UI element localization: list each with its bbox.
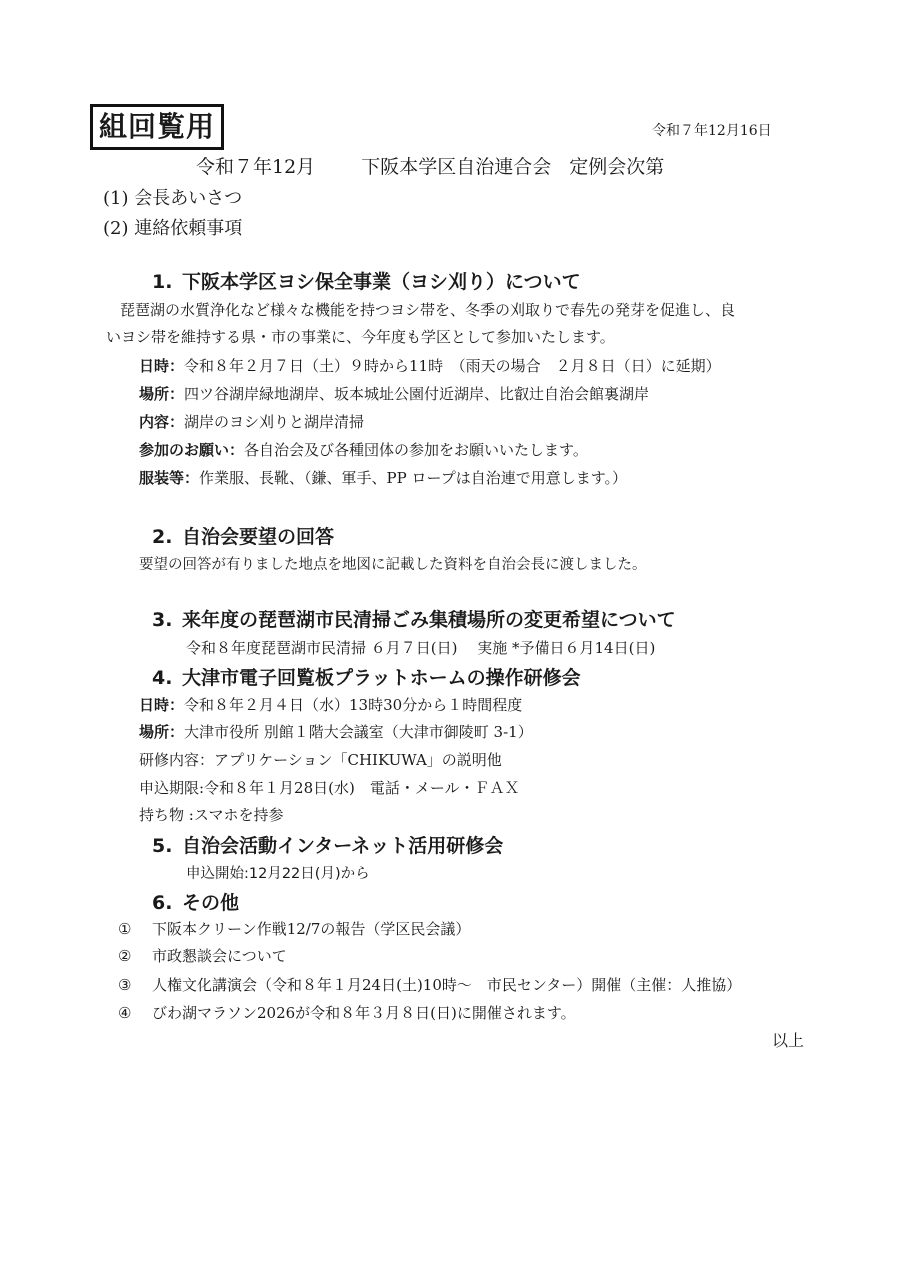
section-2-title: 自治会要望の回答: [182, 526, 335, 548]
closing-mark: 以上: [772, 1031, 805, 1050]
section-4-content: 研修内容：アプリケーション「CHIKUWA」の説明他: [139, 751, 502, 769]
other-item-1-text: 下阪本クリーン作戦12/7の報告（学区民会議）: [152, 920, 471, 938]
content-label: 内容：: [139, 413, 185, 431]
request-label: 参加のお願い：: [139, 441, 245, 459]
section-4-deadline: 申込期限:令和８年１月28日(水) 電話・メール・ＦＡＸ: [139, 779, 520, 797]
place-value: 四ツ谷湖岸緑地湖岸、坂本城址公園付近湖岸、比叡辻自治会館裏湖岸: [184, 385, 650, 403]
section-6-heading: [152, 888, 239, 915]
section-4-date: [139, 694, 522, 715]
section-5-heading: [152, 831, 503, 858]
section-4-heading: [152, 663, 581, 690]
attire-value: 作業服、長靴、（鎌、軍手、PP ロープは自治連で用意します。）: [199, 469, 628, 487]
date-label: 日時：: [139, 696, 185, 714]
section-1-request: [139, 439, 588, 460]
section-1-intro-line1: 琵琶湖の水質浄化など様々な機能を持つヨシ帯を、冬季の刈取りで春先の発芽を促進し、良: [120, 301, 736, 319]
other-item-3: [118, 974, 741, 995]
section-6-number: 6.: [152, 892, 173, 914]
circled-number-3: ③: [118, 976, 132, 994]
section-6-title: その他: [182, 892, 240, 914]
other-item-2-text: 市政懇談会について: [152, 947, 287, 965]
section-1-intro-line2: いヨシ帯を維持する県・市の事業に、今年度も学区として参加いたします。: [106, 328, 615, 346]
section-5-number: 5.: [152, 835, 173, 857]
place-label: 場所：: [139, 385, 185, 403]
section-5-body: 申込開始:12月22日(月)から: [186, 866, 370, 882]
other-item-4-text: びわ湖マラソン2026が令和８年３月８日(日)に開催されます。: [152, 1004, 576, 1022]
date-label: 日時：: [139, 357, 185, 375]
section-1-place: [139, 383, 649, 404]
section-2-body: 要望の回答が有りました地点を地図に記載した資料を自治会長に渡しました。: [139, 557, 647, 573]
section-4-title: 大津市電子回覧板プラットホームの操作研修会: [182, 667, 581, 689]
place-label: 場所：: [139, 723, 185, 741]
section-4-bring: 持ち物 :スマホを持参: [139, 806, 284, 824]
circled-number-4: ④: [118, 1004, 132, 1022]
section-1-attire: [139, 467, 627, 488]
agenda-item-2: (2) 連絡依頼事項: [103, 218, 243, 239]
section-1-content: [139, 411, 364, 432]
section-1-number: 1.: [152, 271, 173, 293]
other-item-2: [118, 945, 287, 966]
title-meeting: 定例会次第: [569, 156, 665, 178]
section-1-heading: [152, 267, 581, 294]
section-3-number: 3.: [152, 609, 173, 631]
other-item-3-text: 人権文化講演会（令和８年１月24日(土)10時～ 市民センター）開催（主催：人推協）: [152, 976, 742, 994]
attire-label: 服装等：: [139, 469, 200, 487]
date-value: 令和８年２月７日（土）９時から11時 （雨天の場合 ２月８日（日）に延期）: [184, 357, 721, 375]
date-value: 令和８年２月４日（水）13時30分から１時間程度: [184, 696, 523, 714]
circulation-stamp: 組回覧用: [90, 104, 224, 150]
section-2-number: 2.: [152, 526, 173, 548]
section-1-date: [139, 355, 721, 376]
section-4-number: 4.: [152, 667, 173, 689]
title-org: 下阪本学区自治連合会: [361, 156, 552, 178]
other-item-1: [118, 918, 470, 939]
agenda-item-1: (1) 会長あいさつ: [103, 188, 243, 209]
title-period: 令和７年12月: [196, 156, 316, 178]
other-item-4: [118, 1002, 576, 1023]
request-value: 各自治会及び各種団体の参加をお願いいたします。: [244, 441, 588, 459]
section-3-title: 来年度の琵琶湖市民清掃ごみ集積場所の変更希望について: [182, 609, 676, 631]
circled-number-1: ①: [118, 920, 132, 938]
circled-number-2: ②: [118, 947, 132, 965]
section-3-heading: [152, 605, 676, 632]
section-1-title: 下阪本学区ヨシ保全事業（ヨシ刈り）について: [182, 271, 581, 293]
section-2-heading: [152, 522, 334, 549]
section-4-place: [139, 721, 533, 742]
section-3-body: 令和８年度琵琶湖市民清掃 ６月７日(日) 実施 *予備日６月14日(日): [186, 639, 656, 657]
document-title: [196, 152, 664, 179]
issue-date: 令和７年12月16日: [652, 123, 772, 139]
section-5-title: 自治会活動インターネット活用研修会: [182, 835, 504, 857]
content-value: 湖岸のヨシ刈りと湖岸清掃: [184, 413, 365, 431]
place-value: 大津市役所 別館１階大会議室（大津市御陵町 3-1）: [184, 723, 533, 741]
